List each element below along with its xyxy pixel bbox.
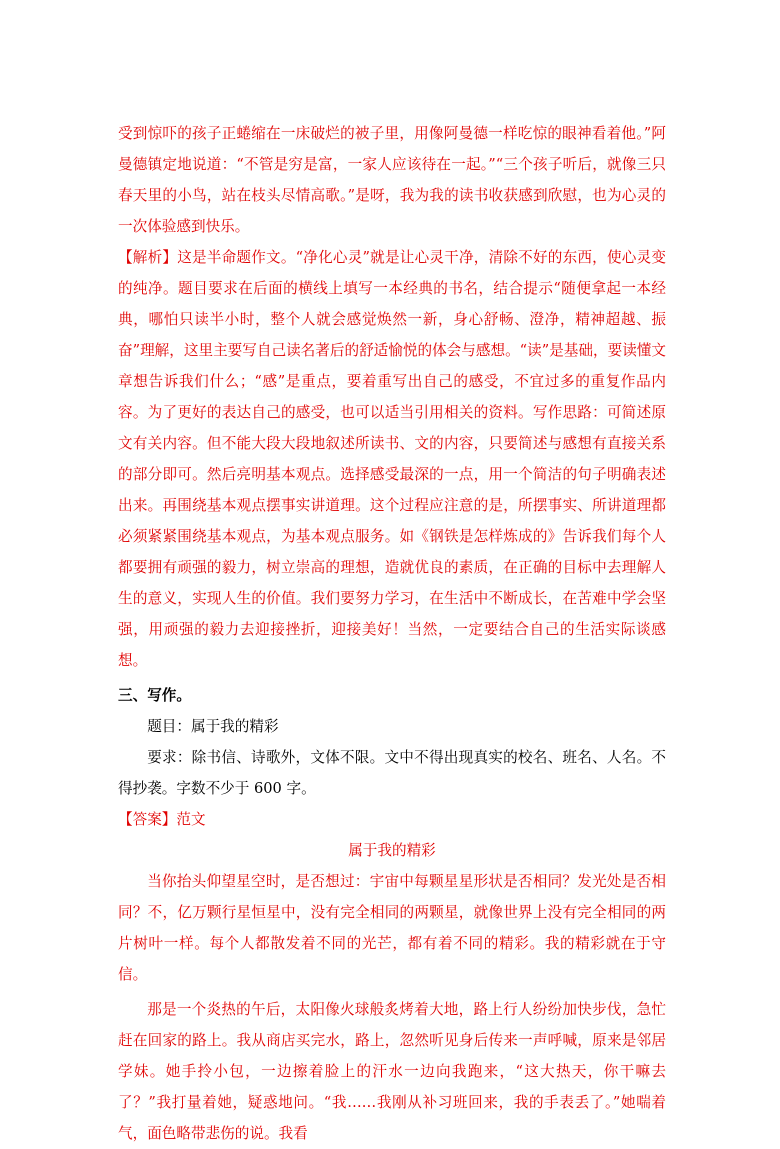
analysis-text: 这是半命题作文。“净化心灵”就是让心灵干净，清除不好的东西，使心灵变的纯净。题目要求在后面的横线上填写一本经典的书名，结合提示“随便拿起一本经典，哪怕只读半小时，整个人就会感觉焕然一新，身心舒畅、澄净，精神超越、振奋”理解，这里主要写自己读名著后的舒适愉悦的体会与感想。“读”是基础，要读懂文章想告诉我们什么；“感”是重点，要着重写出自己的感受，不宜过多的重复作品内容。为了更好的表达自己的感受，也可以适当引用相关的资料。写作思路：可简述原文有关内容。但不能大段大段地叙述所读书、文的内容，只要简述与感想有直接关系的部分即可。然后亮明基本观点。选择感受最深的一点，用一个简洁的句子明确表述出来。再围绕基本观点摆事实讲道理。这个过程应注意的是，所摆事实、所讲道理都必须紧紧围绕基本观点，为基本观点服务。如《钢铁是怎样炼成的》告诉我们每个人都要拥有顽强的毅力，树立崇高的理想，造就优良的素质，在正确的目标中去理解人生的意义，实现人生的价值。我们要努力学习，在生活中不断成长，在苦难中学会坚强，用顽强的毅力去迎接挫折，迎接美好！当然，一定要结合自己的生活实际谈感想。 [118,249,666,669]
answer-line [118,804,666,835]
section-heading: 三、写作。 [118,687,191,704]
essay-title: 属于我的精彩 [348,842,436,859]
answer-label: 范文 [176,811,206,828]
analysis-tag: 【解析】 [118,249,178,266]
prompt-title: 题目：属于我的精彩 [147,718,279,735]
prompt-requirements: 要求：除书信、诗歌外，文体不限。文中不得出现真实的校名、班名、人名。不得抄袭。字数不少于 600 字。 [118,749,666,797]
answer-tag: 【答案】 [118,811,177,828]
intro-paragraph: 受到惊吓的孩子正蜷缩在一床破烂的被子里，用像阿曼德一样吃惊的眼神看着他。”阿曼德镇定地说道：“不管是穷是富，一家人应该待在一起。”“三个孩子听后，就像三只春天里的小鸟，站在枝头尽情高歌。”是呀，我为我的读书收获感到欣慰，也为心灵的一次体验感到快乐。 [118,125,666,235]
essay-paragraph: 当你抬头仰望星空时，是否想过：宇宙中每颗星星形状是否相同？发光处是否相同？不，亿万颗行星恒星中，没有完全相同的两颗星，就像世界上没有完全相同的两片树叶一样。每个人都散发着不同的光芒，都有着不同的精彩。我的精彩就在于守信。 [118,873,666,983]
essay-paragraph: 那是一个炎热的午后，太阳像火球般炙烤着大地，路上行人纷纷加快步伐，急忙赶在回家的路上。我从商店买完水，路上，忽然听见身后传来一声呼喊，原来是邻居学妹。她手拎小包，一边擦着脸上的汗水一边向我跑来，“这大热天，你干嘛去了？”我打量着她，疑惑地问。“我……我刚从补习班回来，我的手表丢了。”她喘着气，面色略带悲伤的说。我看 [118,1001,666,1142]
analysis-paragraph [118,242,666,676]
